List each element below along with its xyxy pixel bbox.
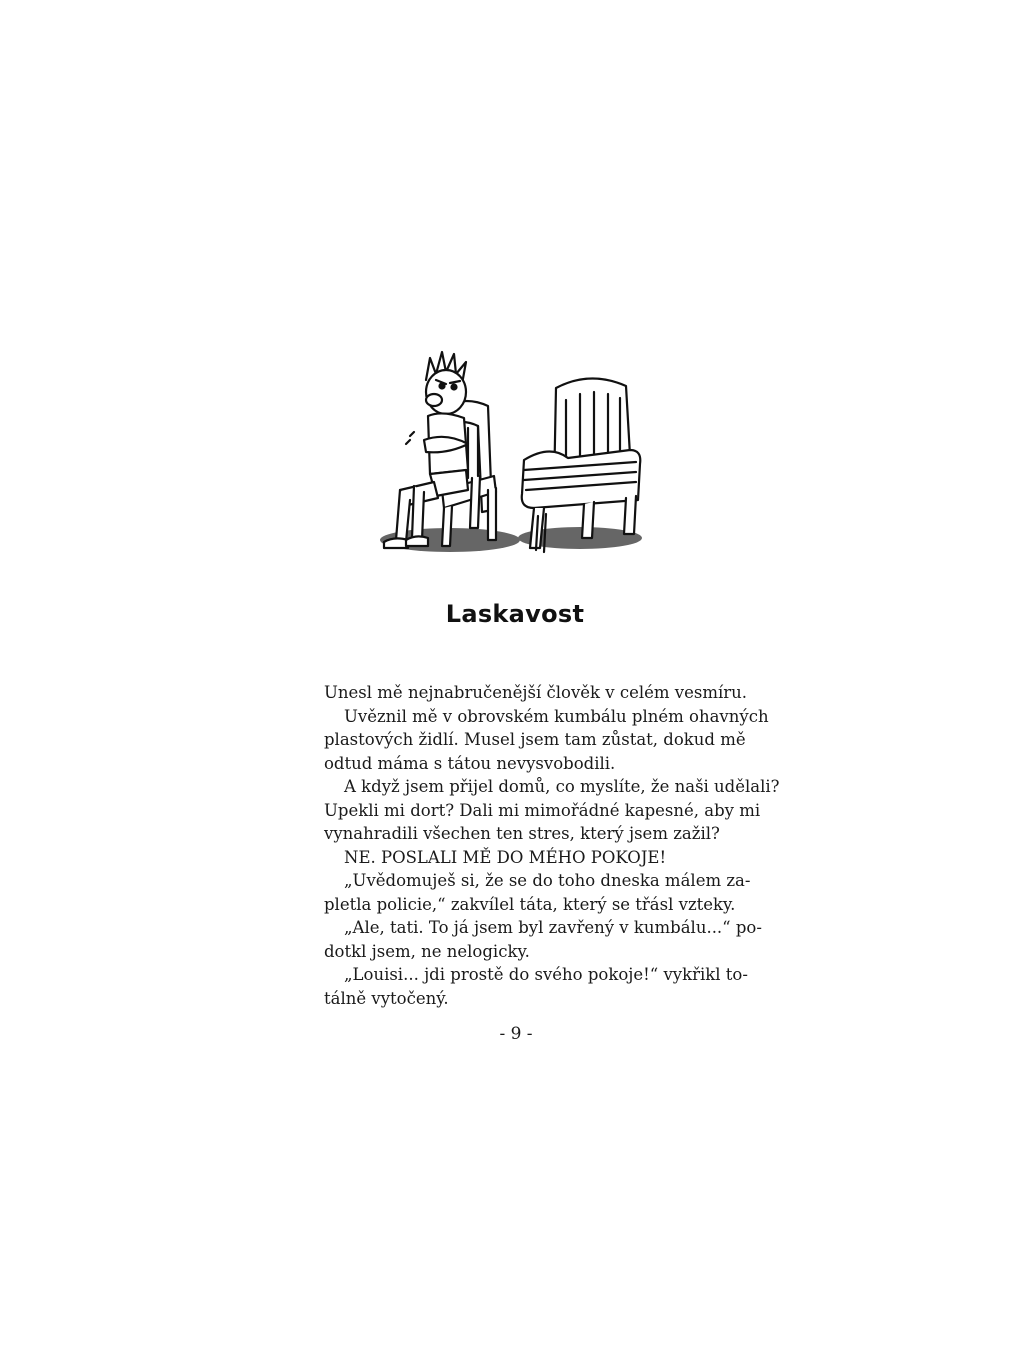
text-line: „Ale, tati. To já jsem byl zavřený v kumbálu...“ po- (344, 918, 762, 937)
text-line: plastových židlí. Musel jsem tam zůstat, dokud mě (324, 730, 746, 749)
text-line: vynahradili všechen ten stres, který jsem zažil? (324, 824, 720, 843)
text-line: „Louisi... jdi prostě do svého pokoje!“ vykřikl to- (344, 965, 748, 984)
page-number: - 9 - (499, 1024, 533, 1044)
text-line: pletla policie,“ zakvílel táta, který se třásl vzteky. (324, 894, 736, 914)
text-line: tálně vytočený. (324, 988, 449, 1008)
chapter-title: Laskavost (445, 600, 585, 628)
boy-figure (384, 352, 468, 548)
text-line: Unesl mě nejnabručenější člověk v celém vesmíru. (324, 683, 748, 702)
text-line: dotkl jsem, ne nelogicky. (324, 941, 530, 961)
text-line: „Uvědomuješ si, že se do toho dneska málem za- (344, 871, 751, 890)
chapter-body (324, 681, 780, 1010)
text-line: odtud máma s tátou nevysvobodili. (324, 753, 616, 773)
text-line: Uvěznil mě v obrovském kumbálu plném ohavných (344, 706, 769, 726)
boy-on-chairs-illustration (370, 340, 660, 570)
stacked-chairs (522, 378, 641, 552)
text-line: A když jsem přijel domů, co myslíte, že naši udělali? (344, 777, 780, 796)
text-line: NE. POSLALI MĚ DO MÉHO POKOJE! (344, 847, 667, 867)
text-line: Upekli mi dort? Dali mi mimořádné kapesné, aby mi (324, 800, 761, 820)
